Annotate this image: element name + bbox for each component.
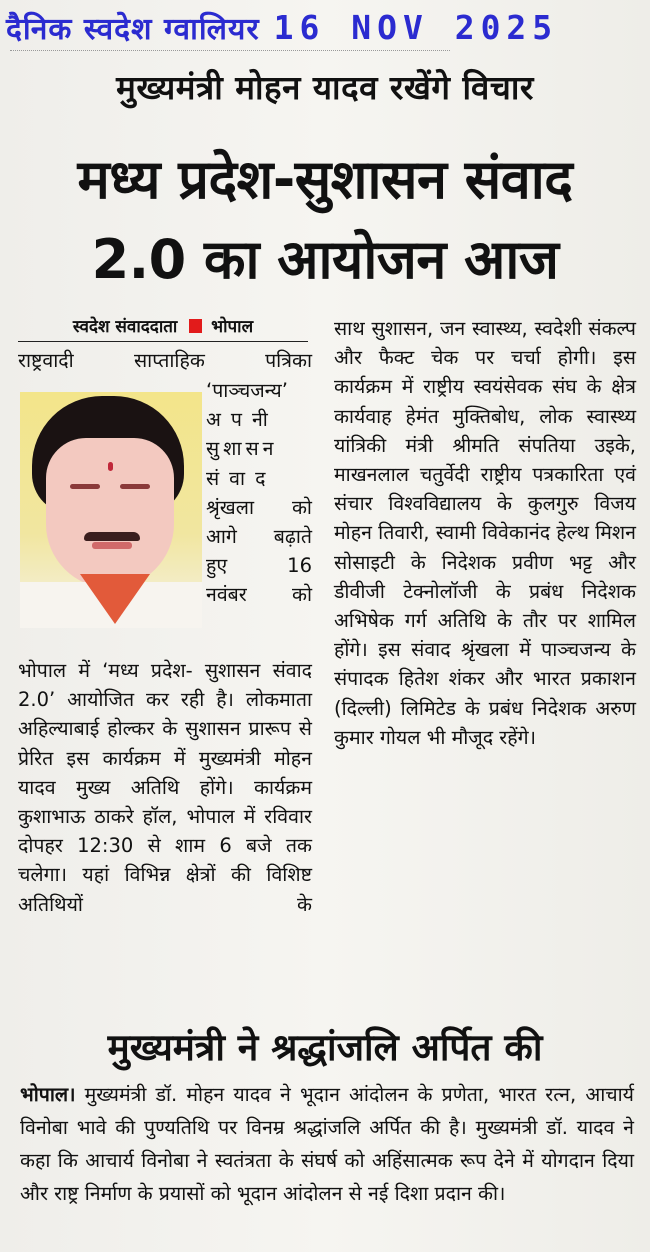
right-column-paragraph: साथ सुशासन, जन स्वास्थ्य, स्वदेशी संकल्प और फैक्ट चेक पर चर्चा होगी। इस कार्यक्रम में राष्ट्रीय स्वयंसेवक संघ के क्षेत्र कार्यवाह हेमंत मुक्तिबोध, लोक स्वास्थ्य यांत्रिकी मंत्री श्रीमति संपतिया उइके, माखनलाल चतुर्वेदी राष्ट्रीय पत्रकारिता एवं संचार विश्वविद्यालय के कुलगुरु विजय मोहन तिवारी, स्वामी विवेकानंद हेल्थ मिशन सोसाइटी के निदेशक प्रवीण भट्ट और डीवीजी टेक्नोलॉजी के प्रबंध निदेशक अभिषेक गर्ग अतिथि के तौर पर शामिल होंगे। इस संवाद श्रृंखला में पाञ्चजन्य के संपादक हितेश शंकर और भारत प्रकाशन (दिल्ली) लिमिटेड के प्रबंध निदेशक अरुण कुमार गोयल भी मौजूद रहेंगे। <box>334 317 636 749</box>
brief-headline: मुख्यमंत्री ने श्रद्धांजलि अर्पित की <box>107 1026 543 1069</box>
wrap-line: संवाद <box>206 466 276 490</box>
article-headline <box>0 140 650 300</box>
photo-lips <box>92 542 132 549</box>
right-column-body <box>334 314 636 752</box>
byline <box>18 314 308 342</box>
byline-reporter: स्वदेश संवाददाता <box>72 317 178 337</box>
article-kicker: मुख्यमंत्री मोहन यादव रखेंगे विचार <box>116 68 534 107</box>
wrap-line: ‘पाञ्चजन्य’ <box>206 379 288 402</box>
photo-face <box>46 438 174 588</box>
wrap-line: नवंबर को <box>206 583 312 607</box>
newspaper-name: दैनिक स्वदेश ग्वालियर <box>6 11 260 47</box>
brief-dateline: भोपाल। <box>20 1083 76 1106</box>
wrap-line: अपनी <box>206 408 278 432</box>
left-column-wrap-text <box>206 376 312 610</box>
photo-brow-left <box>70 484 100 489</box>
wrap-line: श्रृंखला को <box>206 495 312 519</box>
brief-body <box>20 1078 634 1210</box>
byline-location: भोपाल <box>211 317 254 337</box>
chief-minister-photo <box>20 392 202 628</box>
stamp-divider <box>10 50 450 51</box>
brief-text: मुख्यमंत्री डॉ. मोहन यादव ने भूदान आंदोलन के प्रणेता, भारत रत्न, आचार्य विनोबा भावे की पुण्यतिथि पर विनम्र श्रद्धांजलि अर्पित की है। मुख्यमंत्री डॉ. यादव ने कहा कि आचार्य विनोबा ने स्वतंत्रता के संघर्ष को अहिंसात्मक रूप देने में योगदान दिया और राष्ट्र निर्माण के प्रयासों को भूदान आंदोलन से नई दिशा प्रदान की। <box>20 1083 634 1205</box>
wrap-line: सुशासन <box>206 437 278 461</box>
left-column-first-line: राष्ट्रवादी साप्ताहिक पत्रिका <box>18 349 312 372</box>
publication-date: 16 NOV 2025 <box>273 7 559 47</box>
date-stamp <box>6 4 558 50</box>
left-column-paragraph: भोपाल में ‘मध्य प्रदेश- सुशासन संवाद 2.0’ आयोजित कर रही है। लोकमाता अहिल्याबाई होल्कर के सुशासन प्रारूप से प्रेरित इस कार्यक्रम में मुख्यमंत्री मोहन यादव मुख्य अतिथि होंगे। कार्यक्रम कुशाभाऊ ठाकरे हॉल, भोपाल में रविवार दोपहर 12:30 से शाम 6 बजे तक चलेगा। यहां विभिन्न क्षेत्रों की विशिष्ट अतिथियों के <box>18 659 312 916</box>
headline-line-1: मध्य प्रदेश-सुशासन संवाद <box>77 148 573 211</box>
photo-tilak <box>108 462 113 471</box>
left-column-body <box>18 656 312 919</box>
headline-line-2: 2.0 का आयोजन आज <box>91 228 559 291</box>
wrap-line: हुए 16 <box>206 554 312 578</box>
photo-moustache <box>84 532 140 541</box>
wrap-line: आगे बढ़ाते <box>206 525 312 549</box>
red-square-marker-icon <box>189 319 202 333</box>
photo-brow-right <box>120 484 150 489</box>
left-column-top-line <box>18 346 312 375</box>
